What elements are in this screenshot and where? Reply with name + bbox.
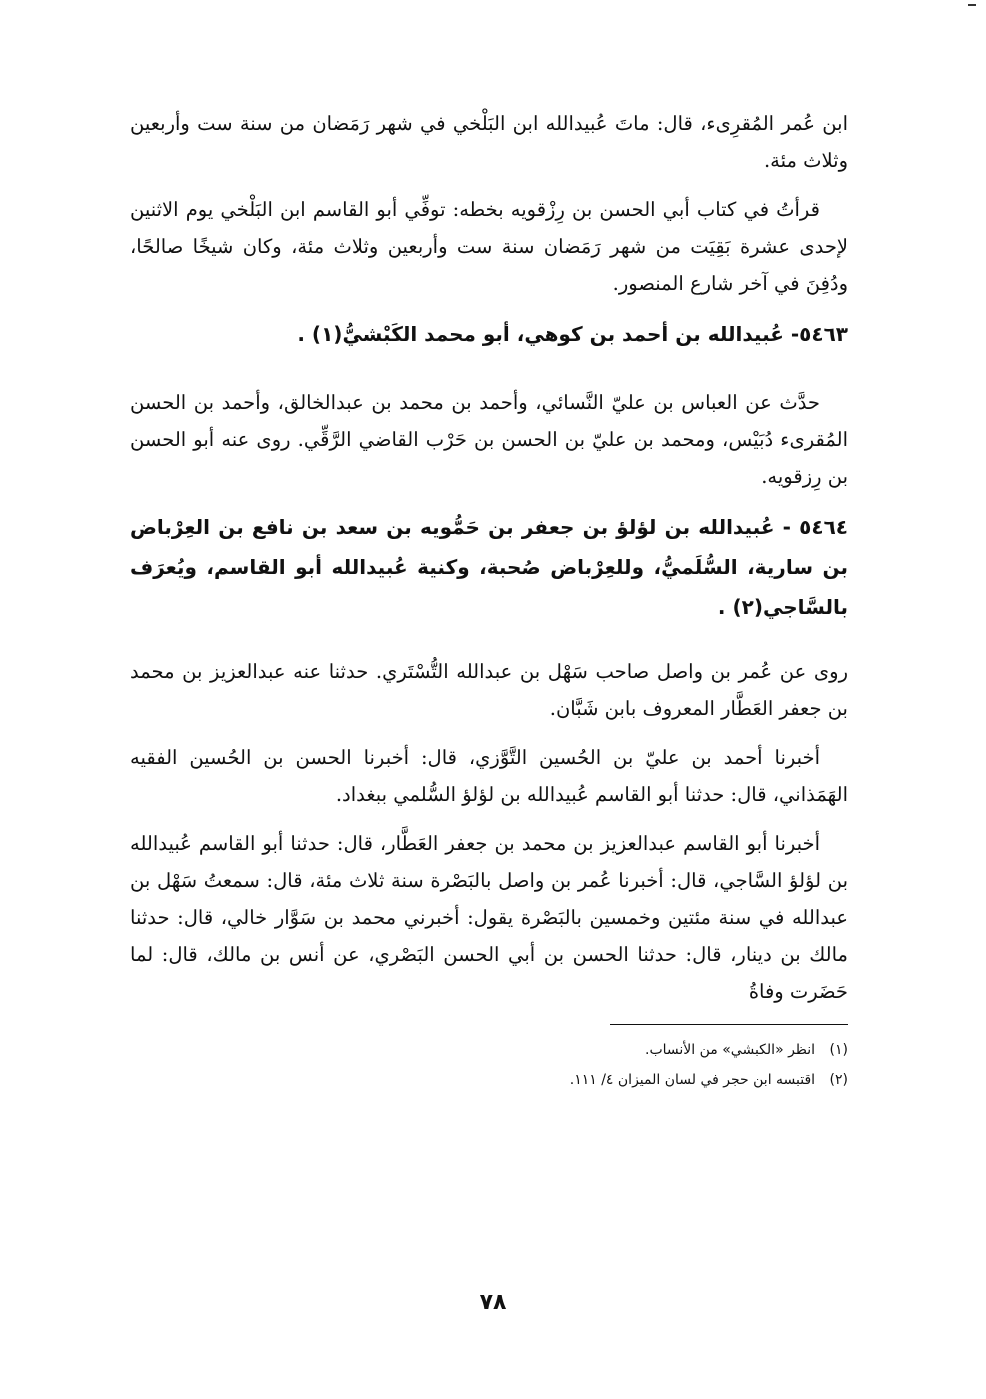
- entry-5464-paragraph-2: أخبرنا أحمد بن عليّ بن الحُسين التَّوَّزي، قال: أخبرنا الحسن بن الحُسين الفقيه الهَمَذاني، قال: حدثنا أبو القاسم عُبيدالله بن لؤلؤ السُّلمي ببغداد.: [130, 746, 848, 806]
- footnote-1-text: انظر «الكبشي» من الأنساب.: [645, 1042, 816, 1058]
- footnote-1-number: (١): [829, 1042, 848, 1058]
- entry-5464-paragraph-3: أخبرنا أبو القاسم عبدالعزيز بن محمد بن جعفر العَطَّار، قال: حدثنا أبو القاسم عُبيدالله بن لؤلؤ السَّاجي، قال: أخبرنا عُمر بن واصل بالبَصْرة سنة ثلاث مئة، قال: سمعتُ سَهْل بن عبدالله في سنة مئتين وخمسين بالبَصْرة يقول: أخبرني محمد بن سَوَّار خالي، قال: حدثنا مالك بن دينار، قال: حدثنا الحسن بن أبي الحسن البَصْري، عن أنس بن مالك، قال: لما حَضَرت وفاةُ: [130, 832, 848, 1003]
- paragraph-death-date: ابن عُمر المُقرِىء، قال: ماتَ عُبيدالله ابن البَلْخي في شهر رَمَضان من سنة ست وأربعين وثلاث مئة.: [130, 112, 848, 172]
- footnote-2-number: (٢): [829, 1072, 848, 1088]
- entry-heading-5463: ٥٤٦٣- عُبيدالله بن أحمد بن كوهي، أبو محمد الكَبْشيُّ(١) .: [297, 322, 848, 346]
- footnote-2: [130, 1065, 848, 1095]
- paragraph-rizqawayh-note: قرأتُ في كتاب أبي الحسن بن رِزْقويه بخطه: توفِّي أبو القاسم ابن البَلْخي يوم الاثنين لإحدى عشرة بَقِيَت من شهر رَمَضان سنة ست وأربعين وثلاث مئة، وكان شيخًا صالحًا، ودُفِنَ في آخر شارع المنصور.: [130, 198, 848, 295]
- footnote-separator: [610, 1024, 848, 1025]
- footnotes: [130, 1035, 848, 1095]
- entry-5464-paragraph-1: روى عن عُمر بن واصل صاحب سَهْل بن عبدالله التُّسْتَري. حدثنا عنه عبدالعزيز بن محمد بن جعفر العَطَّار المعروف بابن شَبَّان.: [130, 660, 848, 720]
- page-number: ٧٨: [479, 1290, 507, 1315]
- entry-body-5463: حدَّث عن العباس بن عليّ النَّسائي، وأحمد بن محمد بن عبدالخالق، وأحمد بن الحسن المُقرىء دُبَيْس، ومحمد بن عليّ بن الحسن بن حَرْب القاضي الرَّقِّي. روى عنه أبو الحسن بن رِزقويه.: [130, 391, 848, 488]
- document-page: [130, 105, 848, 1345]
- footnote-1: [130, 1035, 848, 1065]
- scan-corner-mark: [968, 4, 976, 6]
- entry-heading-5464: ٥٤٦٤ - عُبيدالله بن لؤلؤ بن جعفر بن حَمُّويه بن سعد بن نافع بن العِرْباض بن سارية، السُّلَميُّ، وللعِرْباض صُحبة، وكنية عُبيدالله أبو القاسم، ويُعرَف بالسَّاجي(٢) .: [130, 515, 848, 619]
- footnote-2-text: اقتبسه ابن حجر في لسان الميزان ٤/ ١١١.: [569, 1072, 816, 1088]
